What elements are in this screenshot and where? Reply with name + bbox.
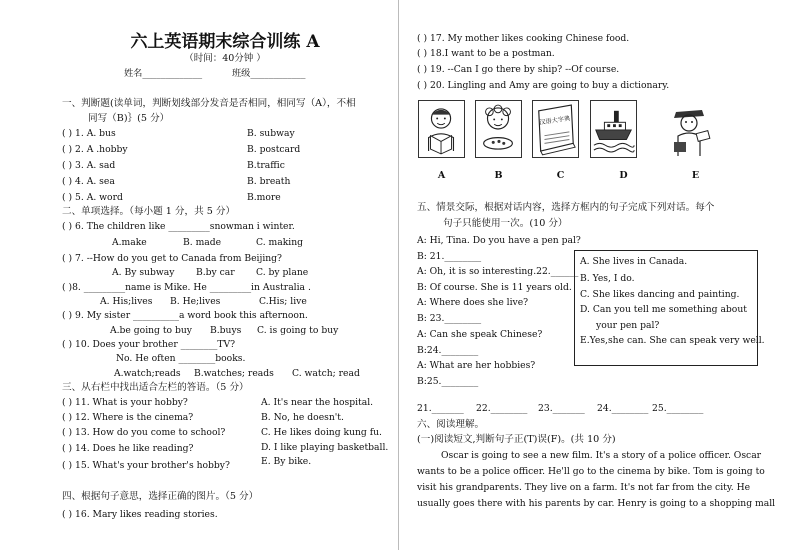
picture-c: [532, 100, 579, 158]
q9-c: C. is going to buy: [257, 325, 339, 336]
q13: ( ) 13. How do you come to school?: [62, 427, 226, 438]
q20: ( ) 20. Lingling and Amy are going to buy a dictionary.: [417, 80, 670, 91]
option-d-cont: your pen pal?: [596, 320, 660, 331]
section6-heading: 六、阅读理解。: [417, 419, 485, 430]
picture-label-e: E: [691, 170, 700, 181]
option-a: A. She lives in Canada.: [580, 256, 688, 267]
answer-23[interactable]: 23._______: [538, 403, 585, 414]
q10-b: B.watches; reads: [194, 368, 274, 379]
name-field[interactable]: 姓名_____________: [124, 68, 203, 79]
q6-c: C. making: [256, 237, 304, 248]
dialog-line-9: A: What are her hobbies?: [417, 360, 536, 371]
q8: ( )8. _________name is Mike. He _________in Australia .: [62, 282, 311, 293]
q10-line2: No. He often ________books.: [116, 353, 246, 364]
ans-e: E. By bike.: [261, 456, 312, 467]
q8-b: B. He;lives: [170, 296, 221, 307]
picture-e: [666, 100, 713, 158]
dialog-line-5: A: Where does she live?: [417, 297, 529, 308]
q10: ( ) 10. Does your brother ________TV?: [62, 339, 236, 350]
q3-b: B.traffic: [247, 160, 285, 171]
mother-cooking-icon: [476, 101, 521, 157]
q6-a: A.make: [112, 237, 147, 248]
section3-heading: 三、从右栏中找出适合左栏的答语。（5 分）: [62, 382, 249, 393]
q9: ( ) 9. My sister __________a word book this afternoon.: [62, 310, 308, 321]
q16: ( ) 16. Mary likes reading stories.: [62, 509, 218, 520]
picture-label-c: C: [556, 170, 565, 181]
passage-line-1: Oscar is going to see a new film. It's a story of a police officer. Oscar: [441, 450, 762, 461]
q3: ( ) 3. A. sad: [62, 160, 116, 171]
ans-d: D. I like playing basketball.: [261, 442, 389, 453]
q2: ( ) 2. A .hobby: [62, 144, 128, 155]
dialog-line-8: B:24.________: [417, 345, 479, 356]
dialog-line-7: A: Can she speak Chinese?: [417, 329, 543, 340]
picture-label-a: A: [437, 170, 446, 181]
boy-reading-icon: [419, 101, 464, 157]
column-divider: [398, 0, 399, 550]
q10-a: A.watch;reads: [114, 368, 181, 379]
q7: ( ) 7. --How do you get to Canada from Beijing?: [62, 253, 282, 264]
dialog-line-6: B: 23.________: [417, 313, 482, 324]
picture-b: [475, 100, 522, 158]
passage-line-3: visit his grandparents. They live on a farm. It's not far from the city. He: [417, 482, 751, 493]
section1-heading: 一、判断题(读单词，判断划线部分发音是否相同，相同写（A），不相: [62, 98, 356, 109]
q6: ( ) 6. The children like _________snowman i winter.: [62, 221, 295, 232]
q11: ( ) 11. What is your hobby?: [62, 397, 188, 408]
q5: ( ) 5. A. word: [62, 192, 123, 203]
time-limit: （时间：40分钟 ）: [184, 53, 266, 64]
q19: ( ) 19. --Can I go there by ship? --Of course.: [417, 64, 620, 75]
ans-a: A. It's near the hospital.: [261, 397, 374, 408]
dialog-line-2: B: 21.________: [417, 251, 482, 262]
section5-heading: 五、情景交际，根据对话内容，选择方框内的句子完成下列对话。每个: [417, 202, 715, 213]
passage-line-2: wants to be a police officer. He'll go to the cinema by bike. Tom is going to: [417, 466, 765, 477]
q2-b: B. postcard: [247, 144, 301, 155]
dictionary-icon: [533, 101, 578, 157]
section6-sub: (一)阅读短文,判断句子正(T)误(F)。(共 10 分): [417, 434, 616, 445]
ans-c: C. He likes doing kung fu.: [261, 427, 382, 438]
option-d: D. Can you tell me something about: [580, 304, 747, 315]
option-c: C. She likes dancing and painting.: [580, 289, 740, 300]
q5-b: B.more: [247, 192, 281, 203]
q9-a: A.be going to buy: [110, 325, 192, 336]
q10-c: C. watch; read: [292, 368, 360, 379]
dialog-line-3: A: Oh, it is so interesting.22.______: [417, 266, 579, 277]
dialog-line-10: B:25.________: [417, 376, 479, 387]
q9-b: B.buys: [210, 325, 242, 336]
q18: ( ) 18.I want to be a postman.: [417, 48, 555, 59]
q14: ( ) 14. Does he like reading?: [62, 443, 194, 454]
q4-b: B. breath: [247, 176, 291, 187]
q7-c: C. by plane: [256, 267, 309, 278]
q7-a: A. By subway: [112, 267, 175, 278]
q8-a: A. His;lives: [100, 296, 153, 307]
option-b: B. Yes, I do.: [580, 273, 635, 284]
class-field[interactable]: 班级____________: [232, 68, 306, 79]
answer-25[interactable]: 25.________: [652, 403, 704, 414]
dictionary-title: 汉语大字典: [538, 115, 571, 127]
dialog-line-1: A: Hi, Tina. Do you have a pen pal?: [417, 235, 581, 246]
q15: ( ) 15. What's your brother's hobby?: [62, 460, 230, 471]
answer-21[interactable]: 21._______: [417, 403, 464, 414]
picture-a: [418, 100, 465, 158]
ans-b: B. No, he doesn't.: [261, 412, 344, 423]
answer-22[interactable]: 22.________: [476, 403, 528, 414]
answer-24[interactable]: 24.________: [597, 403, 649, 414]
picture-label-b: B: [494, 170, 503, 181]
q12: ( ) 12. Where is the cinema?: [62, 412, 194, 423]
section2-heading: 二、单项选择。（每小题 1 分，共 5 分）: [62, 206, 236, 217]
q7-b: B.by car: [196, 267, 235, 278]
option-e: E.Yes,she can. She can speak very well.: [580, 335, 765, 346]
ship-icon: [591, 101, 636, 157]
q1-b: B. subway: [247, 128, 295, 139]
picture-label-d: D: [619, 170, 628, 181]
picture-d: [590, 100, 637, 158]
section1-heading-cont: 同写（B)｝(5 分）: [88, 113, 170, 124]
passage-line-4: usually goes there with his parents by car. Henry is going to a shopping mall: [417, 498, 776, 509]
page-title: 六上英语期末综合训练 A: [130, 32, 320, 52]
section4-heading: 四、根据句子意思，选择正确的图片。（5 分）: [62, 491, 259, 502]
dialog-line-4: B: Of course. She is 11 years old.: [417, 282, 572, 293]
q8-c: C.His; live: [259, 296, 307, 307]
q1: ( ) 1. A. bus: [62, 128, 116, 139]
q4: ( ) 4. A. sea: [62, 176, 115, 187]
section5-heading-cont: 句子只能使用一次。(10 分）: [443, 218, 568, 229]
q17: ( ) 17. My mother likes cooking Chinese food.: [417, 33, 630, 44]
q6-b: B. made: [183, 237, 222, 248]
postman-icon: [666, 100, 713, 158]
